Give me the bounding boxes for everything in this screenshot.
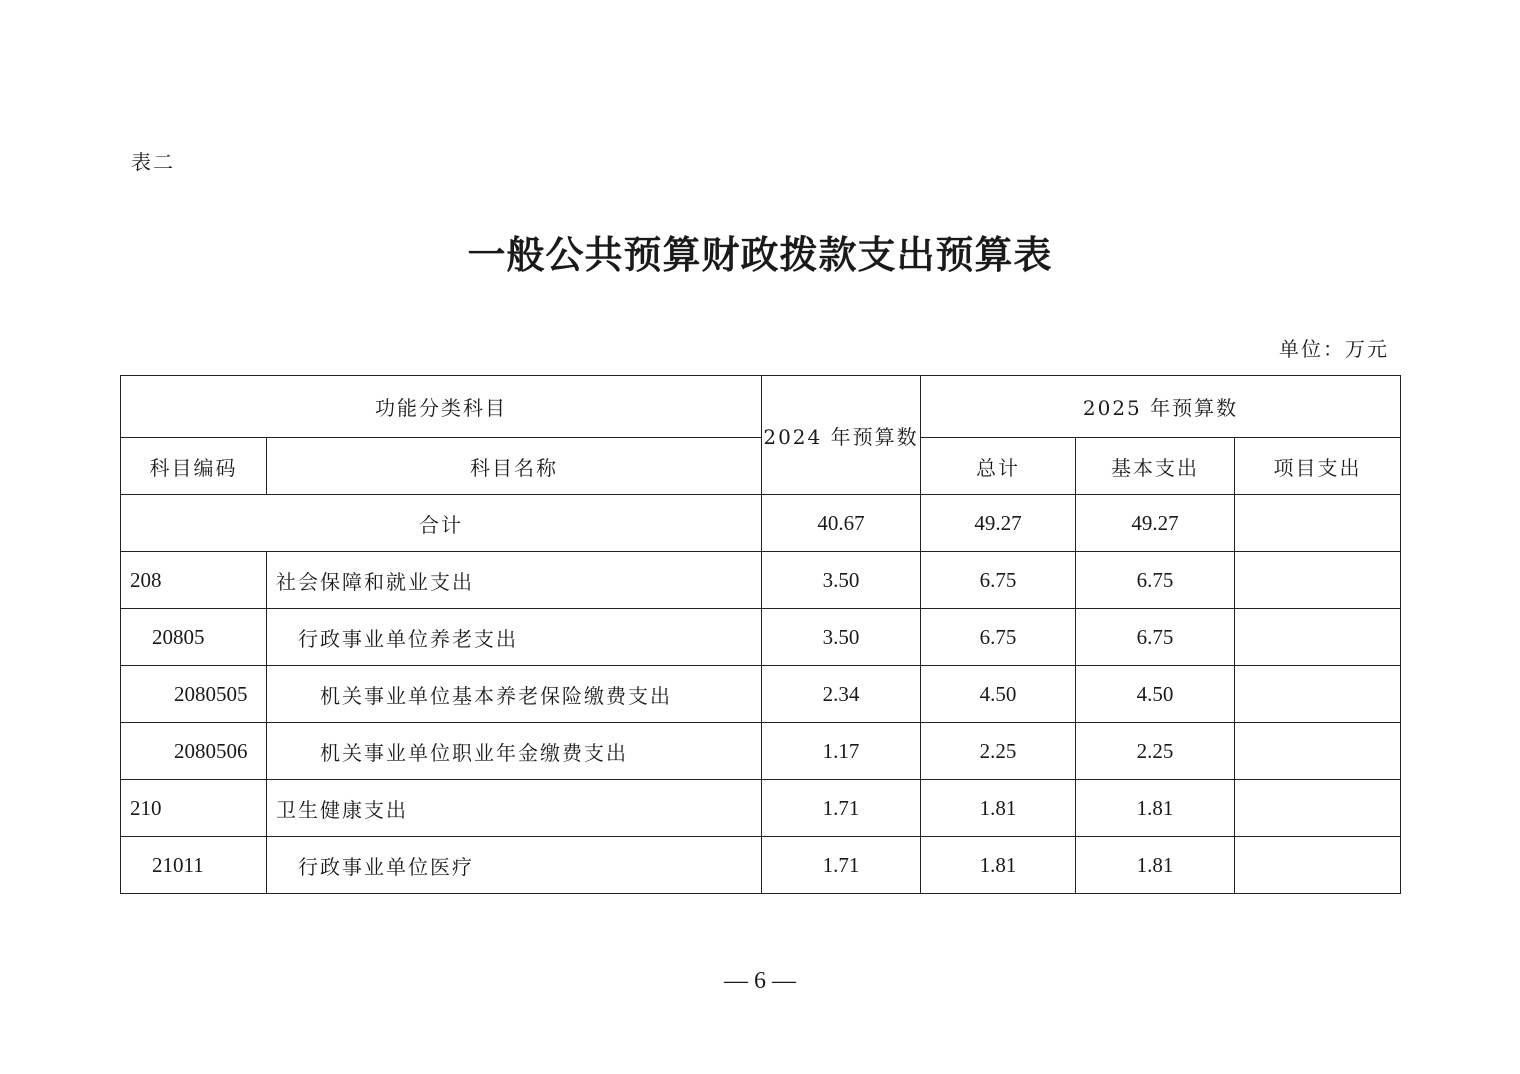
basic-expense-cell: 1.81 [1076,780,1235,837]
subject-code-cell: 210 [121,780,267,837]
subject-name-cell: 卫生健康支出 [267,780,762,837]
subject-code-cell: 21011 [121,837,267,894]
subject-code-cell: 2080505 [121,666,267,723]
project-expense-cell [1235,609,1401,666]
budget-table [120,375,1401,894]
page-title: 一般公共预算财政拨款支出预算表 [467,233,1053,277]
subject-code-cell: 2080506 [121,723,267,780]
table-row [121,552,1401,609]
header-project-expense: 项目支出 [1235,438,1401,495]
budget-2024-cell: 2.34 [762,666,921,723]
basic-expense-cell: 1.81 [1076,837,1235,894]
subject-name-cell: 行政事业单位医疗 [267,837,762,894]
page-number: — 6 — [724,968,796,994]
project-expense-cell [1235,780,1401,837]
budget-2024-cell: 1.17 [762,723,921,780]
header-basic-expense: 基本支出 [1076,438,1235,495]
summary-row [121,495,1401,552]
basic-expense-cell: 4.50 [1076,666,1235,723]
total-cell: 6.75 [921,552,1076,609]
summary-budget-2024: 40.67 [762,495,921,552]
subject-name-cell: 机关事业单位基本养老保险缴费支出 [267,666,762,723]
table-row [121,780,1401,837]
header-budget-2024: 2024 年预算数 [762,376,921,495]
subject-name-cell: 机关事业单位职业年金缴费支出 [267,723,762,780]
project-expense-cell [1235,723,1401,780]
total-cell: 6.75 [921,609,1076,666]
basic-expense-cell: 6.75 [1076,552,1235,609]
table-row [121,666,1401,723]
budget-2024-cell: 1.71 [762,837,921,894]
table-row [121,609,1401,666]
header-subject-code: 科目编码 [121,438,267,495]
subject-code-cell: 208 [121,552,267,609]
summary-label: 合计 [121,495,762,552]
budget-2024-cell: 1.71 [762,780,921,837]
table-row [121,723,1401,780]
header-total: 总计 [921,438,1076,495]
basic-expense-cell: 2.25 [1076,723,1235,780]
total-cell: 4.50 [921,666,1076,723]
total-cell: 1.81 [921,780,1076,837]
project-expense-cell [1235,666,1401,723]
header-subject-name: 科目名称 [267,438,762,495]
project-expense-cell [1235,552,1401,609]
document-label: 表二 [131,150,175,174]
table-row [121,837,1401,894]
basic-expense-cell: 6.75 [1076,609,1235,666]
total-cell: 1.81 [921,837,1076,894]
subject-code-cell: 20805 [121,609,267,666]
summary-total: 49.27 [921,495,1076,552]
summary-project [1235,495,1401,552]
header-row [121,438,1401,495]
project-expense-cell [1235,837,1401,894]
total-cell: 2.25 [921,723,1076,780]
header-budget-2025: 2025 年预算数 [921,376,1401,438]
summary-basic: 49.27 [1076,495,1235,552]
header-row [121,376,1401,438]
subject-name-cell: 社会保障和就业支出 [267,552,762,609]
budget-2024-cell: 3.50 [762,609,921,666]
subject-name-cell: 行政事业单位养老支出 [267,609,762,666]
unit-label: 单位：万元 [1279,337,1389,361]
header-func-category: 功能分类科目 [121,376,762,438]
budget-2024-cell: 3.50 [762,552,921,609]
